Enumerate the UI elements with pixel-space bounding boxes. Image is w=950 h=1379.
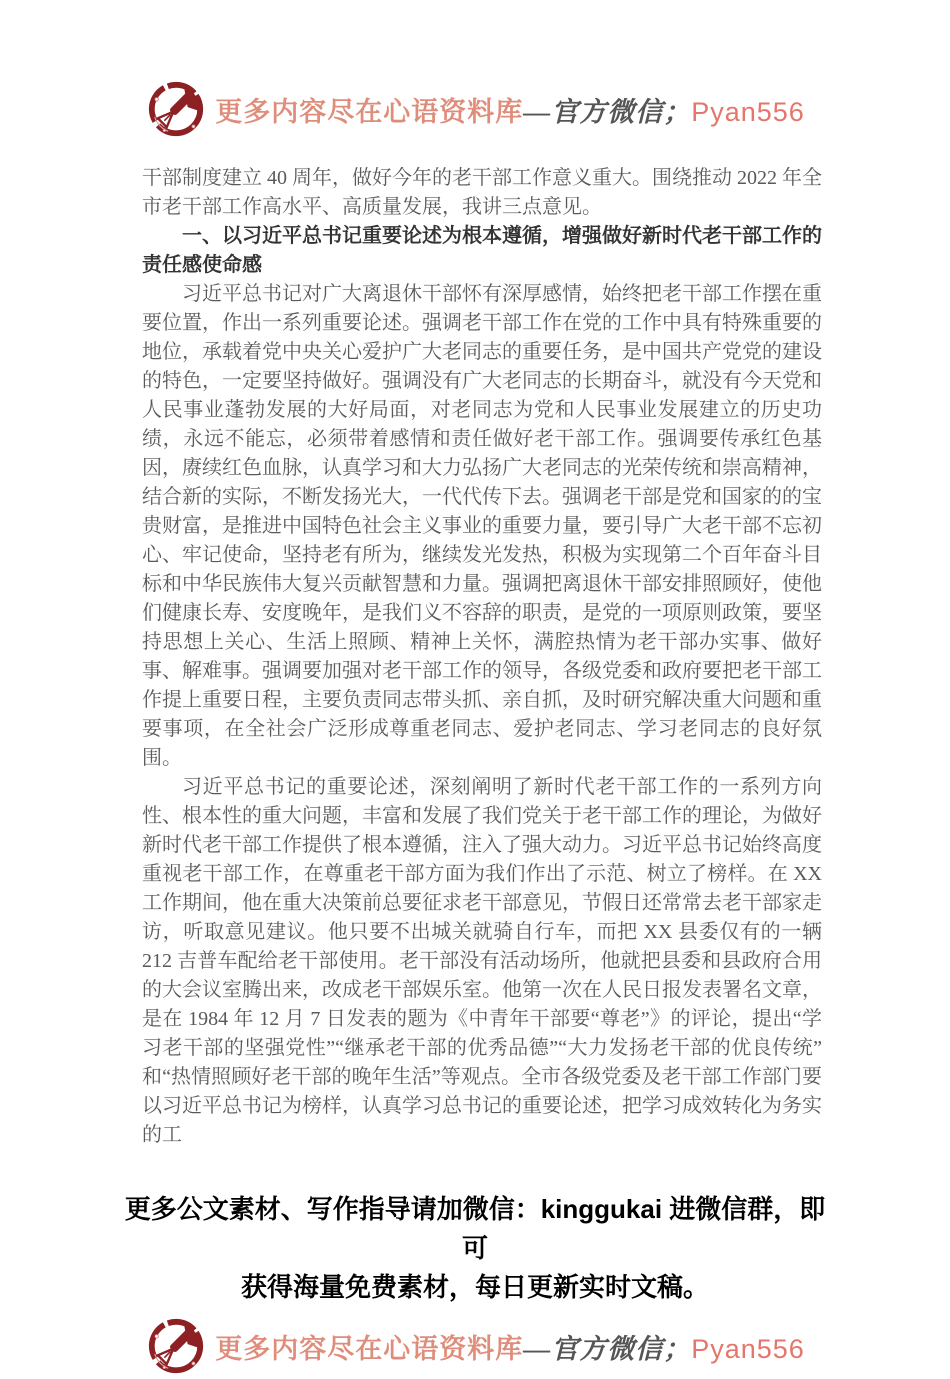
- header-brand-text: [215, 90, 805, 129]
- promo-notice: [115, 1190, 835, 1307]
- header-brand-row: [0, 0, 950, 142]
- brand-main-text: 更多内容尽在心语资料库: [215, 96, 524, 127]
- section-heading: 一、以习近平总书记重要论述为根本遵循，增强做好新时代老干部工作的责任感使命感: [142, 225, 822, 276]
- brand-main-text: 更多内容尽在心语资料库: [215, 1333, 524, 1364]
- pen-circle-logo-icon: [145, 78, 207, 140]
- brand-sub-text: —官方微信；: [523, 96, 692, 127]
- brand-wechat-id: Pyan556: [691, 96, 805, 127]
- intro-paragraph: 干部制度建立 40 周年，做好今年的老干部工作意义重大。围绕推动 2022 年全市老干部工作高水平、高质量发展，我讲三点意见。: [142, 167, 822, 218]
- promo-line-1: 更多公文素材、写作指导请加微信：kinggukai 进微信群，即可: [124, 1194, 826, 1263]
- brand-wechat-id: Pyan556: [691, 1333, 805, 1364]
- paragraph-2: 习近平总书记的重要论述，深刻阐明了新时代老干部工作的一系列方向性、根本性的重大问题，丰富和发展了我们党关于老干部工作的理论，为做好新时代老干部工作提供了根本遵循，注入了强大动力。习近平总书记始终高度重视老干部工作，在尊重老干部方面为我们作出了示范、树立了榜样。在 XX 工作期间，他在重大决策前总要征求老干部意见，节假日还常常去老干部家走访，听取意见建议。他只要不出城关就骑自行车，而把 XX 县委仅有的一辆 212 吉普车配给老干部使用。老干部没有活动场所，他就把县委和县政府合用的大会议室腾出来，改成老干部娱乐室。他第一次在人民日报发表署名文章，是在 1984 年 12 月 7 日发表的题为《中青年干部要“尊老”》的评论，提出“学习老干部的坚强党性”“继承老干部的优秀品德”“大力发扬老干部的优良传统”和“热情照顾好老干部的晚年生活”等观点。全市各级党委及老干部工作部门要以习近平总书记为榜样，认真学习总书记的重要论述，把学习成效转化为务实的工: [142, 776, 822, 1146]
- pen-circle-logo-icon: [145, 1315, 207, 1377]
- brand-sub-text: —官方微信；: [523, 1333, 692, 1364]
- footer-brand-text: [215, 1327, 805, 1366]
- promo-line-2: 获得海量免费素材，每日更新实时文稿。: [240, 1272, 709, 1302]
- paragraph-1: 习近平总书记对广大离退休干部怀有深厚感情，始终把老干部工作摆在重要位置，作出一系列重要论述。强调老干部工作在党的工作中具有特殊重要的地位，承载着党中央关心爱护广大老同志的重要任务，是中国共产党党的建设的特色，一定要坚持做好。强调没有广大老同志的长期奋斗，就没有今天党和人民事业蓬勃发展的大好局面，对老同志为党和人民事业发展建立的历史功绩，永远不能忘，必须带着感情和责任做好老干部工作。强调要传承红色基因，赓续红色血脉，认真学习和大力弘扬广大老同志的光荣传统和崇高精神，结合新的实际，不断发扬光大，一代代传下去。强调老干部是党和国家的的宝贵财富，是推进中国特色社会主义事业的重要力量，要引导广大老干部不忘初心、牢记使命，坚持老有所为，继续发光发热，积极为实现第二个百年奋斗目标和中华民族伟大复兴贡献智慧和力量。强调把离退休干部安排照顾好，使他们健康长寿、安度晚年，是我们义不容辞的职责，是党的一项原则政策，要坚持思想上关心、生活上照顾、精神上关怀，满腔热情为老干部办实事、做好事、解难事。强调要加强对老干部工作的领导，各级党委和政府要把老干部工作提上重要日程，主要负责同志带头抓、亲自抓，及时研究解决重大问题和重要事项，在全社会广泛形成尊重老同志、爱护老同志、学习老同志的良好氛围。: [142, 283, 822, 769]
- footer-brand-row: [0, 1313, 950, 1379]
- document-body: [142, 164, 822, 1150]
